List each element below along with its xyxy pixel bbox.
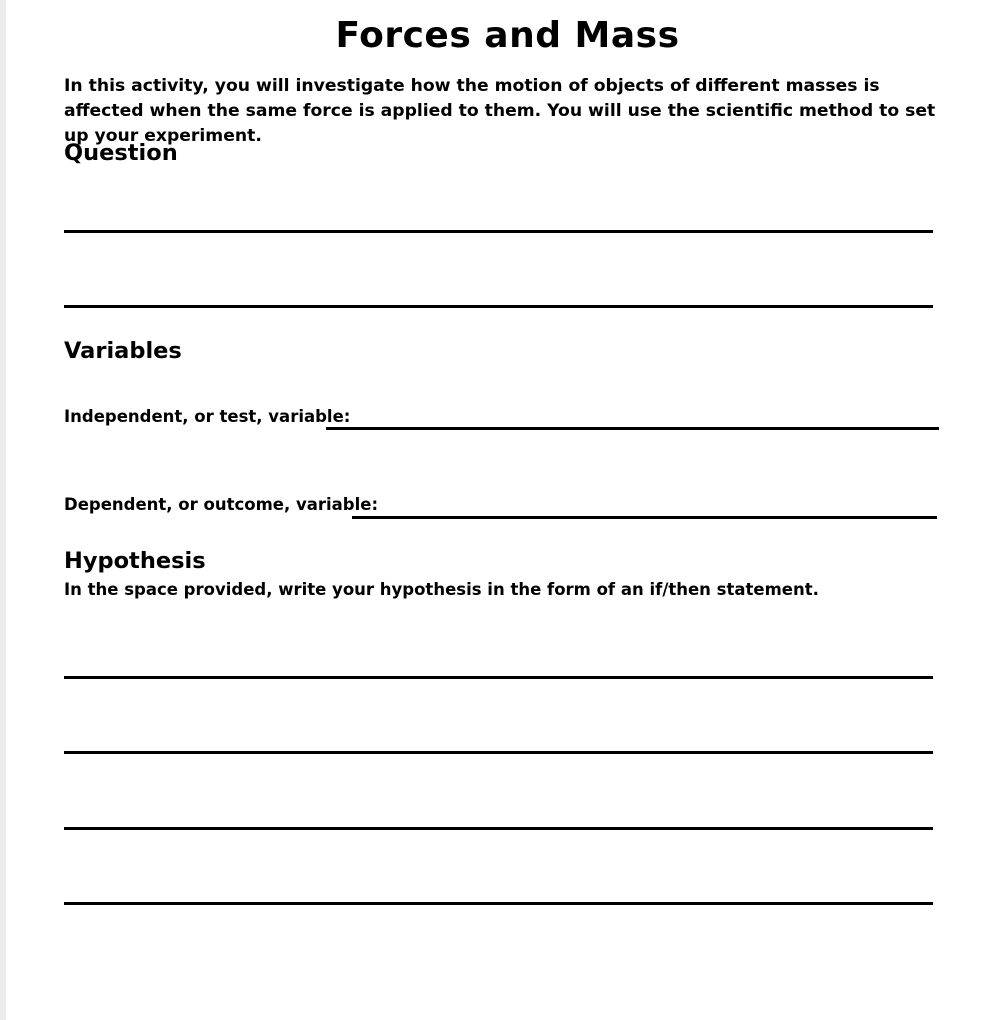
hypothesis-answer-line-4[interactable]: [64, 902, 933, 905]
question-heading: Question: [64, 140, 178, 166]
hypothesis-answer-line-3[interactable]: [64, 827, 933, 830]
hypothesis-instructions: In the space provided, write your hypothesis in the form of an if/then statement.: [64, 580, 819, 599]
hypothesis-answer-line-2[interactable]: [64, 751, 933, 754]
variables-heading: Variables: [64, 338, 182, 364]
independent-variable-line[interactable]: [326, 427, 939, 430]
worksheet-page: [6, 0, 993, 1020]
dependent-variable-label: Dependent, or outcome, variable:: [64, 495, 379, 514]
hypothesis-heading: Hypothesis: [64, 548, 206, 574]
intro-paragraph: In this activity, you will investigate how the motion of objects of different masses is affected when the same force is applied to them. You will use the scientific method to set up your experiment.: [64, 76, 936, 146]
independent-variable-label: Independent, or test, variable:: [64, 407, 351, 426]
dependent-variable-line[interactable]: [352, 516, 937, 519]
hypothesis-answer-line-1[interactable]: [64, 676, 933, 679]
question-answer-line-2[interactable]: [64, 305, 933, 308]
question-answer-line-1[interactable]: [64, 230, 933, 233]
page-title: Forces and Mass: [335, 15, 680, 56]
